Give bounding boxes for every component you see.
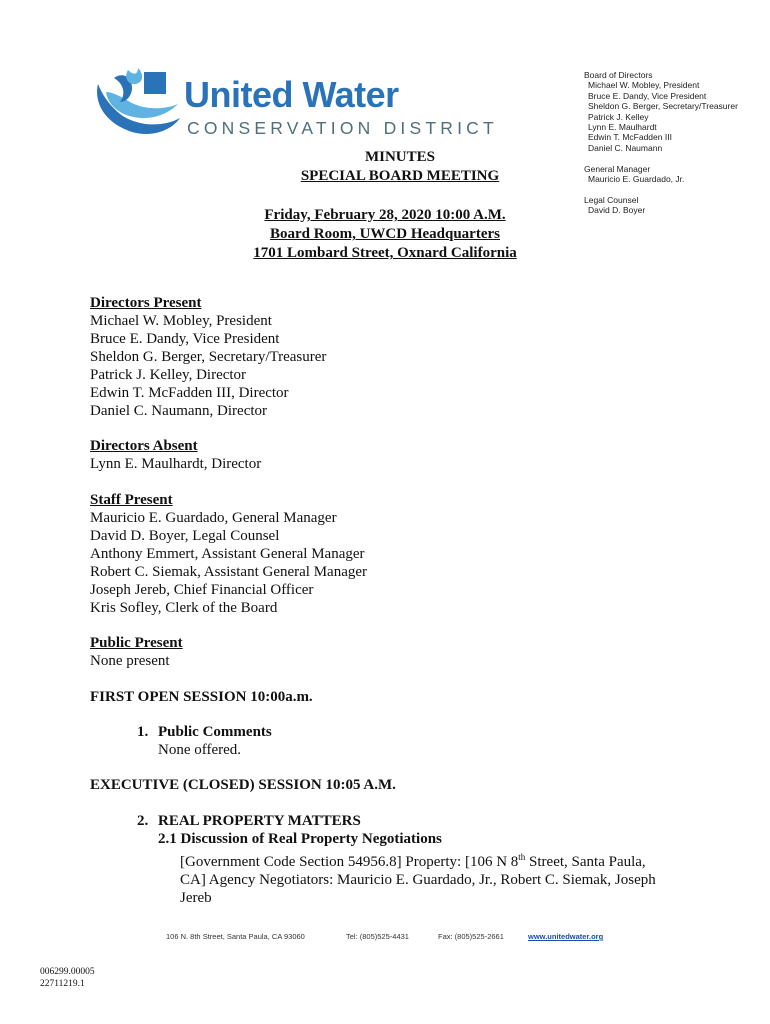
list-item: Kris Sofley, Clerk of the Board	[90, 600, 278, 616]
item-description-line: Jereb	[180, 890, 212, 906]
item-number: 1.	[137, 724, 149, 740]
staff-present-section	[90, 491, 710, 617]
public-present-text: None present	[90, 653, 170, 669]
list-item: Patrick J. Kelley, Director	[90, 367, 247, 383]
item-text: None offered.	[158, 742, 242, 758]
doc-number-line: 22711219.1	[40, 979, 85, 989]
board-listing	[584, 70, 764, 216]
list-item: Sheldon G. Berger, Secretary/Treasurer	[90, 349, 327, 365]
staff-present-heading: Staff Present	[90, 492, 173, 508]
list-item: Michael W. Mobley, President	[90, 313, 272, 329]
list-item: Robert C. Siemak, Assistant General Manager	[90, 564, 368, 580]
agenda-item-2	[137, 812, 697, 907]
meeting-info	[185, 206, 585, 263]
public-present-heading: Public Present	[90, 635, 183, 651]
item-description-line: [Government Code Section 54956.8] Property: [106 N 8th Street, Santa Paula,	[180, 852, 646, 870]
logo-subtitle: CONSERVATION DISTRICT	[187, 118, 498, 138]
title-minutes: MINUTES	[364, 149, 435, 165]
footer-fax: Fax: (805)525-2661	[438, 932, 504, 941]
directors-absent-heading: Directors Absent	[90, 438, 198, 454]
water-drop-logo-icon	[92, 66, 182, 138]
directors-present-section	[90, 294, 710, 420]
document-number	[40, 966, 95, 990]
legal-counsel-name: David D. Boyer	[588, 205, 646, 216]
board-member: Patrick J. Kelley	[588, 111, 649, 122]
list-item: Bruce E. Dandy, Vice President	[90, 331, 280, 347]
website-link[interactable]: www.unitedwater.org	[528, 932, 604, 941]
list-item: Edwin T. McFadden III, Director	[90, 385, 289, 401]
meeting-date: Friday, February 28, 2020 10:00 A.M.	[264, 207, 506, 223]
first-open-session-heading: FIRST OPEN SESSION 10:00a.m.	[90, 689, 313, 705]
board-member: Sheldon G. Berger, Secretary/Treasurer	[588, 101, 738, 112]
meeting-location: Board Room, UWCD Headquarters	[270, 226, 500, 242]
footer-address: 106 N. 8th Street, Santa Paula, CA 93060	[166, 932, 305, 941]
meeting-address: 1701 Lombard Street, Oxnard California	[253, 245, 517, 261]
item-subtitle: 2.1 Discussion of Real Property Negotiations	[158, 831, 442, 847]
item-title: REAL PROPERTY MATTERS	[158, 813, 361, 829]
item-title: Public Comments	[158, 724, 272, 740]
general-manager-heading: General Manager	[584, 163, 651, 174]
directors-present-heading: Directors Present	[90, 295, 202, 311]
agenda-item-1	[137, 723, 637, 759]
footer-tel: Tel: (805)525-4431	[346, 932, 409, 941]
list-item: David D. Boyer, Legal Counsel	[90, 528, 280, 544]
board-heading: Board of Directors	[584, 70, 653, 80]
list-item: Lynn E. Maulhardt, Director	[90, 456, 262, 472]
list-item: Joseph Jereb, Chief Financial Officer	[90, 582, 314, 598]
list-item: Mauricio E. Guardado, General Manager	[90, 510, 337, 526]
item-description-line: CA] Agency Negotiators: Mauricio E. Guardado, Jr., Robert C. Siemak, Joseph	[180, 872, 656, 888]
legal-counsel-heading: Legal Counsel	[584, 194, 639, 205]
title-meeting-type: SPECIAL BOARD MEETING	[300, 168, 500, 184]
list-item: Daniel C. Naumann, Director	[90, 403, 268, 419]
board-member: Edwin T. McFadden III	[588, 132, 672, 143]
board-member: Daniel C. Naumann	[588, 142, 663, 153]
list-item: Anthony Emmert, Assistant General Manager	[90, 546, 365, 562]
logo-title: United Water	[184, 74, 399, 115]
general-manager-name: Mauricio E. Guardado, Jr.	[588, 174, 685, 185]
document-title	[200, 148, 600, 186]
item-number: 2.	[137, 813, 149, 829]
executive-session-heading: EXECUTIVE (CLOSED) SESSION 10:05 A.M.	[90, 777, 396, 793]
directors-absent-section	[90, 437, 710, 473]
board-member: Bruce E. Dandy, Vice President	[588, 90, 707, 101]
district-logo	[92, 66, 498, 146]
board-member: Lynn E. Maulhardt	[588, 122, 657, 133]
board-member: Michael W. Mobley, President	[588, 80, 700, 91]
doc-number-line: 006299.00005	[40, 967, 95, 977]
public-present-section	[90, 634, 710, 670]
